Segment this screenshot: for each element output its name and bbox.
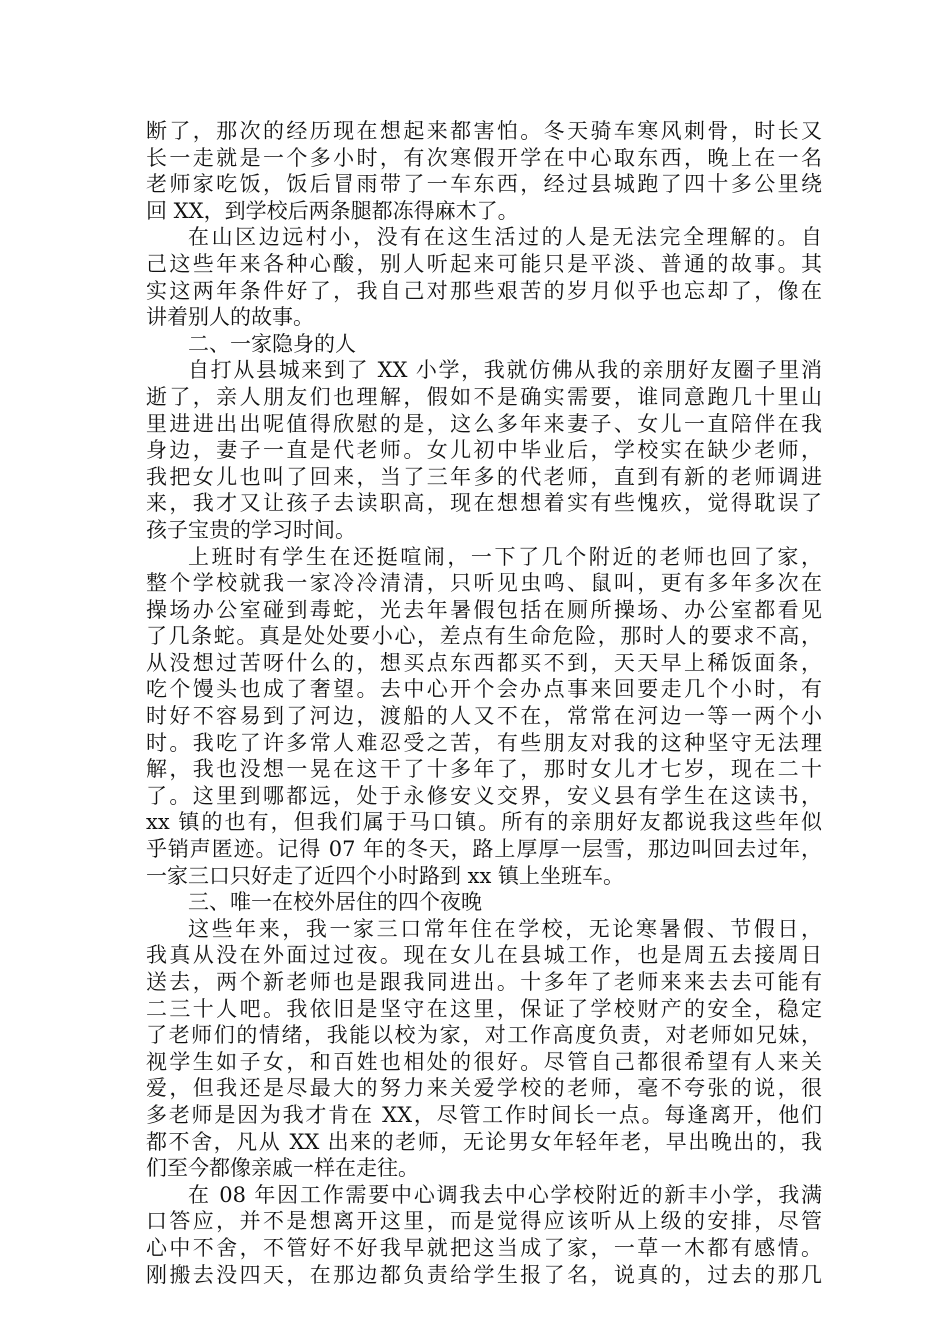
text-line: 了几条蛇。真是处处要小心，差点有生命危险，那时人的要求不高， [146, 624, 822, 649]
text-line: 长一走就是一个多小时，有次寒假开学在中心取东西，晚上在一名 [146, 145, 822, 170]
text-line: 都不舍，凡从 XX 出来的老师，无论男女年轻年老，早出晚出的，我 [146, 1129, 822, 1154]
text-line: 从没想过苦呀什么的，想买点东西都买不到，天天早上稀饭面条， [146, 650, 822, 675]
text-line: 回 XX，到学校后两条腿都冻得麻木了。 [146, 198, 519, 223]
text-line: 里进进出出呢值得欣慰的是，这么多年来妻子、女儿一直陪伴在我 [146, 411, 822, 436]
text-line: 逝了，亲人朋友们也理解，假如不是确实需要，谁同意跑几十里山 [146, 384, 822, 409]
text-line: 我真从没在外面过过夜。现在女儿在县城工作，也是周五去接周日 [146, 943, 822, 968]
text-line: 刚搬去没四天，在那边都负责给学生报了名，说真的，过去的那几 [146, 1262, 822, 1287]
text-line: 来，我才又让孩子去读职高，现在想想着实有些愧疚，觉得耽误了 [146, 491, 822, 516]
text-line: 上班时有学生在还挺喧闹，一下了几个附近的老师也回了家， [188, 544, 822, 569]
text-line: 心中不舍，不管好不好我早就把这当成了家，一草一木都有感情。 [146, 1235, 822, 1260]
text-line: 整个学校就我一家冷冷清清，只听见虫鸣、鼠叫，更有多年多次在 [146, 571, 822, 596]
text-line: 二三十人吧。我依旧是坚守在这里，保证了学校财产的安全，稳定 [146, 996, 822, 1021]
text-line: 这些年来，我一家三口常年住在学校，无论寒暑假、节假日， [188, 916, 822, 941]
text-line: 老师家吃饭，饭后冒雨带了一车东西，经过县城跑了四十多公里绕 [146, 172, 822, 197]
text-line: 一家三口只好走了近四个小时路到 xx 镇上坐班车。 [146, 863, 625, 888]
text-line: 吃个馒头也成了奢望。去中心开个会办点事来回要走几个小时，有 [146, 677, 822, 702]
text-line: 断了，那次的经历现在想起来都害怕。冬天骑车寒风刺骨，时长又 [146, 119, 822, 143]
text-line: 多老师是因为我才肯在 XX，尽管工作时间长一点。每逢离开，他们 [146, 1102, 822, 1127]
text-line: 乎销声匿迹。记得 07 年的冬天，路上厚厚一层雪，那边叫回去过年， [146, 837, 822, 862]
text-line: 了。这里到哪都远，处于永修安义交界，安义县有学生在这读书， [146, 783, 822, 808]
text-line: 在 08 年因工作需要中心调我去中心学校附近的新丰小学，我满 [188, 1182, 822, 1207]
text-line: xx 镇的也有，但我们属于马口镇。所有的亲朋好友都说我这些年似 [146, 810, 822, 835]
text-line: 在山区边远村小，没有在这生活过的人是无法完全理解的。自 [188, 225, 822, 250]
text-line: 操场办公室碰到毒蛇，光去年暑假包括在厕所操场、办公室都看见 [146, 597, 822, 622]
text-line: 们至今都像亲戚一样在走往。 [146, 1156, 419, 1181]
text-line: 口答应，并不是想离开这里，而是觉得应该听从上级的安排，尽管 [146, 1209, 822, 1234]
text-line: 二、一家隐身的人 [188, 331, 356, 356]
document-body [146, 118, 822, 1288]
document-page [146, 118, 822, 1288]
text-line: 实这两年条件好了，我自己对那些艰苦的岁月似乎也忘却了，像在 [146, 278, 822, 303]
text-line: 身边，妻子一直是代老师。女儿初中毕业后，学校实在缺少老师， [146, 438, 822, 463]
text-line: 视学生如子女，和百姓也相处的很好。尽管自己都很希望有人来关 [146, 1049, 822, 1074]
text-line: 自打从县城来到了 XX 小学，我就仿佛从我的亲朋好友圈子里消 [188, 358, 822, 383]
text-line: 解，我也没想一晃在这干了十多年了，那时女儿才七岁，现在二十 [146, 757, 822, 782]
text-line: 时好不容易到了河边，渡船的人又不在，常常在河边一等一两个小 [146, 704, 822, 729]
text-line: 三、唯一在校外居住的四个夜晚 [188, 890, 482, 915]
text-line: 送去，两个新老师也是跟我同进出。十多年了老师来来去去可能有 [146, 970, 822, 994]
text-line: 了老师们的情绪，我能以校为家，对工作高度负责，对老师如兄妹， [146, 1023, 822, 1048]
text-line: 己这些年来各种心酸，别人听起来可能只是平淡、普通的故事。其 [146, 251, 822, 276]
text-line: 爱，但我还是尽最大的努力来关爱学校的老师，毫不夸张的说，很 [146, 1076, 822, 1101]
text-line: 孩子宝贵的学习时间。 [146, 517, 356, 542]
text-line: 讲着别人的故事。 [146, 305, 314, 330]
text-line: 我把女儿也叫了回来，当了三年多的代老师，直到有新的老师调进 [146, 464, 822, 489]
text-line: 时。我吃了许多常人难忍受之苦，有些朋友对我的这种坚守无法理 [146, 730, 822, 755]
